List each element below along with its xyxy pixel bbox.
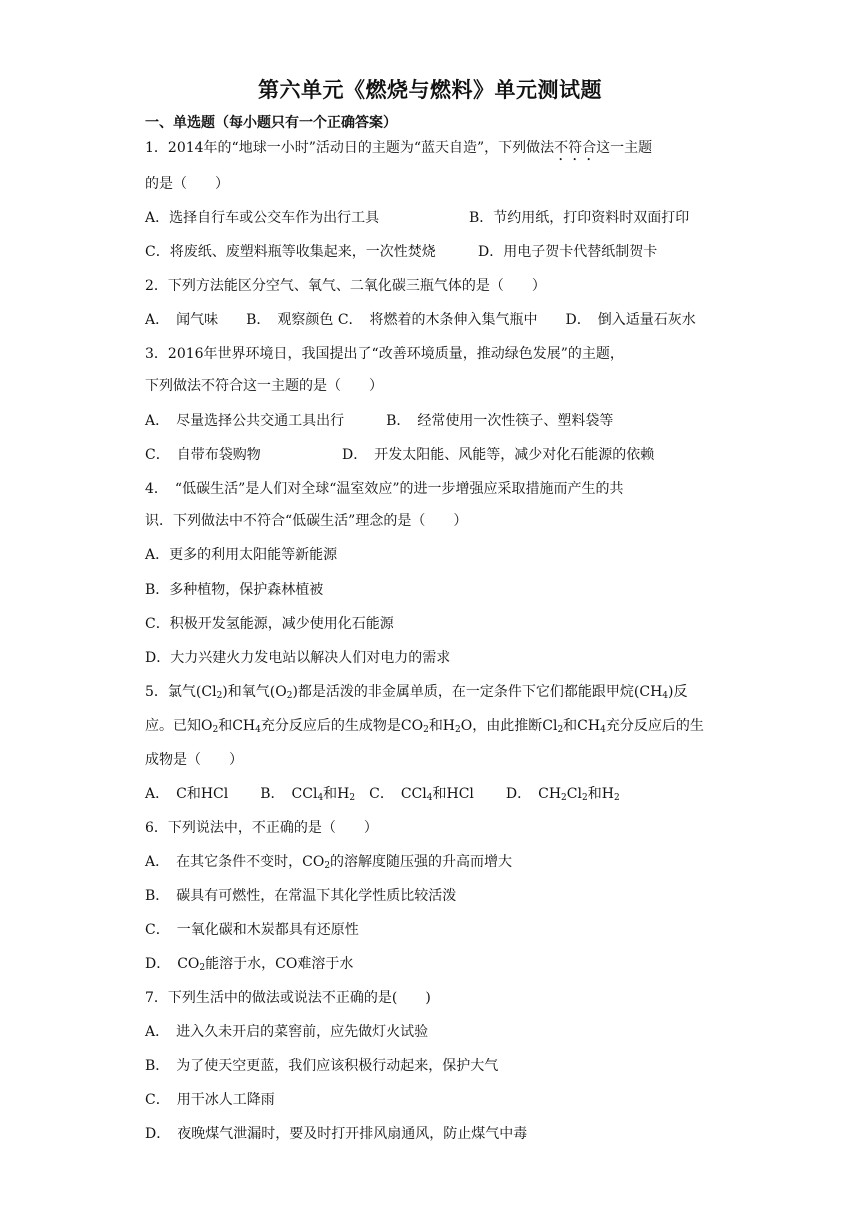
q3-stem-line1: 3．2016年世界环境日，我国提出了“改善环境质量，推动绿色发展”的主题， — [145, 346, 624, 362]
section-heading: 一、单选题（每小题只有一个正确答案） — [145, 115, 397, 131]
q7-option-c: C． 用干冰人工降雨 — [145, 1092, 275, 1108]
q3-option-c: C． 自带布袋购物 — [145, 447, 261, 463]
q6-option-c: C． 一氧化碳和木炭都具有还原性 — [145, 922, 359, 938]
q5-stem-line3: 成物是（ ） — [145, 752, 243, 768]
q4-stem-line1: 4． “低碳生活”是人们对全球“温室效应”的进一步增强应采取措施而产生的共 — [145, 481, 624, 497]
emphasis-text: 不符合 — [554, 140, 597, 156]
q7-option-b: B． 为了使天空更蓝，我们应该积极行动起来，保护大气 — [145, 1058, 499, 1074]
q5-option-c: C． CCl$_4$和HCl — [369, 786, 474, 803]
page-title: 第六单元《燃烧与燃料》单元测试题 — [258, 78, 602, 102]
q5-option-d: D． $CH_2Cl_2$和$H_2$ — [505, 786, 620, 803]
q4-option-c: C．积极开发氢能源，减少使用化石能源 — [145, 616, 394, 632]
q7-option-d: D． 夜晚煤气泄漏时，要及时打开排风扇通风，防止煤气中毒 — [145, 1126, 528, 1142]
q5-options — [145, 784, 720, 804]
q2-options: A． 闻气味 B． 观察颜色 C． 将燃着的木条伸入集气瓶中 D． 倒入适量石灰水 — [145, 312, 696, 328]
q6-option-d: D． $CO_2$能溶于水，CO难溶于水 — [145, 956, 354, 973]
q4-option-b: B．多种植物，保护森林植被 — [145, 582, 324, 598]
q5-option-a: A． C和HCl — [145, 786, 229, 802]
q3-option-d: D． 开发太阳能、风能等，减少对化石能源的依赖 — [342, 447, 655, 463]
q7-stem: 7．下列生活中的做法或说法不正确的是( ) — [145, 990, 431, 1006]
q5-option-b: B． CCl$_4$和$H_2$ — [260, 786, 356, 803]
q2-stem: 2．下列方法能区分空气、氧气、二氧化碳三瓶气体的是（ ） — [145, 278, 546, 294]
q5-stem-line2: 应。已知$O_2$和$CH_4$充分反应后的生成物是$CO_2$和$H_2O$，由此推断$Cl_2$和$CH_4$充分反应后的生 — [145, 718, 704, 735]
q4-option-a: A．更多的利用太阳能等新能源 — [145, 547, 338, 563]
q4-option-d: D．大力兴建火力发电站以解决人们对电力的需求 — [145, 650, 451, 666]
q3-options-ab: A． 尽量选择公共交通工具出行 B． 经常使用一次性筷子、塑料袋等 — [145, 413, 614, 429]
q1-option-b: B．节约用纸，打印资料时双面打印 — [469, 210, 690, 226]
q3-stem-line2: 下列做法不符合这一主题的是（ ） — [145, 378, 383, 394]
q1-option-a: A．选择自行车或公交车作为出行工具 — [145, 210, 380, 226]
q6-option-b: B． 碳具有可燃性，在常温下其化学性质比较活泼 — [145, 888, 457, 904]
q7-option-a: A． 进入久未开启的菜窖前，应先做灯火试验 — [145, 1024, 429, 1040]
q4-stem-line2: 识．下列做法中不符合“低碳生活”理念的是（ ） — [145, 513, 468, 529]
q6-option-a: A． 在其它条件不变时，$CO_2$的溶解度随压强的升高而增大 — [145, 854, 513, 871]
q1-stem-line2: 的是（ ） — [145, 176, 229, 192]
q5-stem-line1: 5．氯气$(Cl_2)$和氧气$(O_2)$都是活泼的非金属单质，在一定条件下它们都能跟甲烷$(CH_4)$反 — [145, 684, 688, 701]
q1-option-c: C．将废纸、废塑料瓶等收集起来，一次性焚烧 — [145, 244, 436, 260]
q6-stem: 6．下列说法中，不正确的是（ ） — [145, 820, 378, 836]
q1-option-d: D．用电子贺卡代替纸制贺卡 — [478, 244, 658, 260]
q1-stem-line1: 1．2014年的“地球一小时”活动日的主题为“蓝天自造”，下列做法不符合这一主题 — [145, 140, 653, 156]
